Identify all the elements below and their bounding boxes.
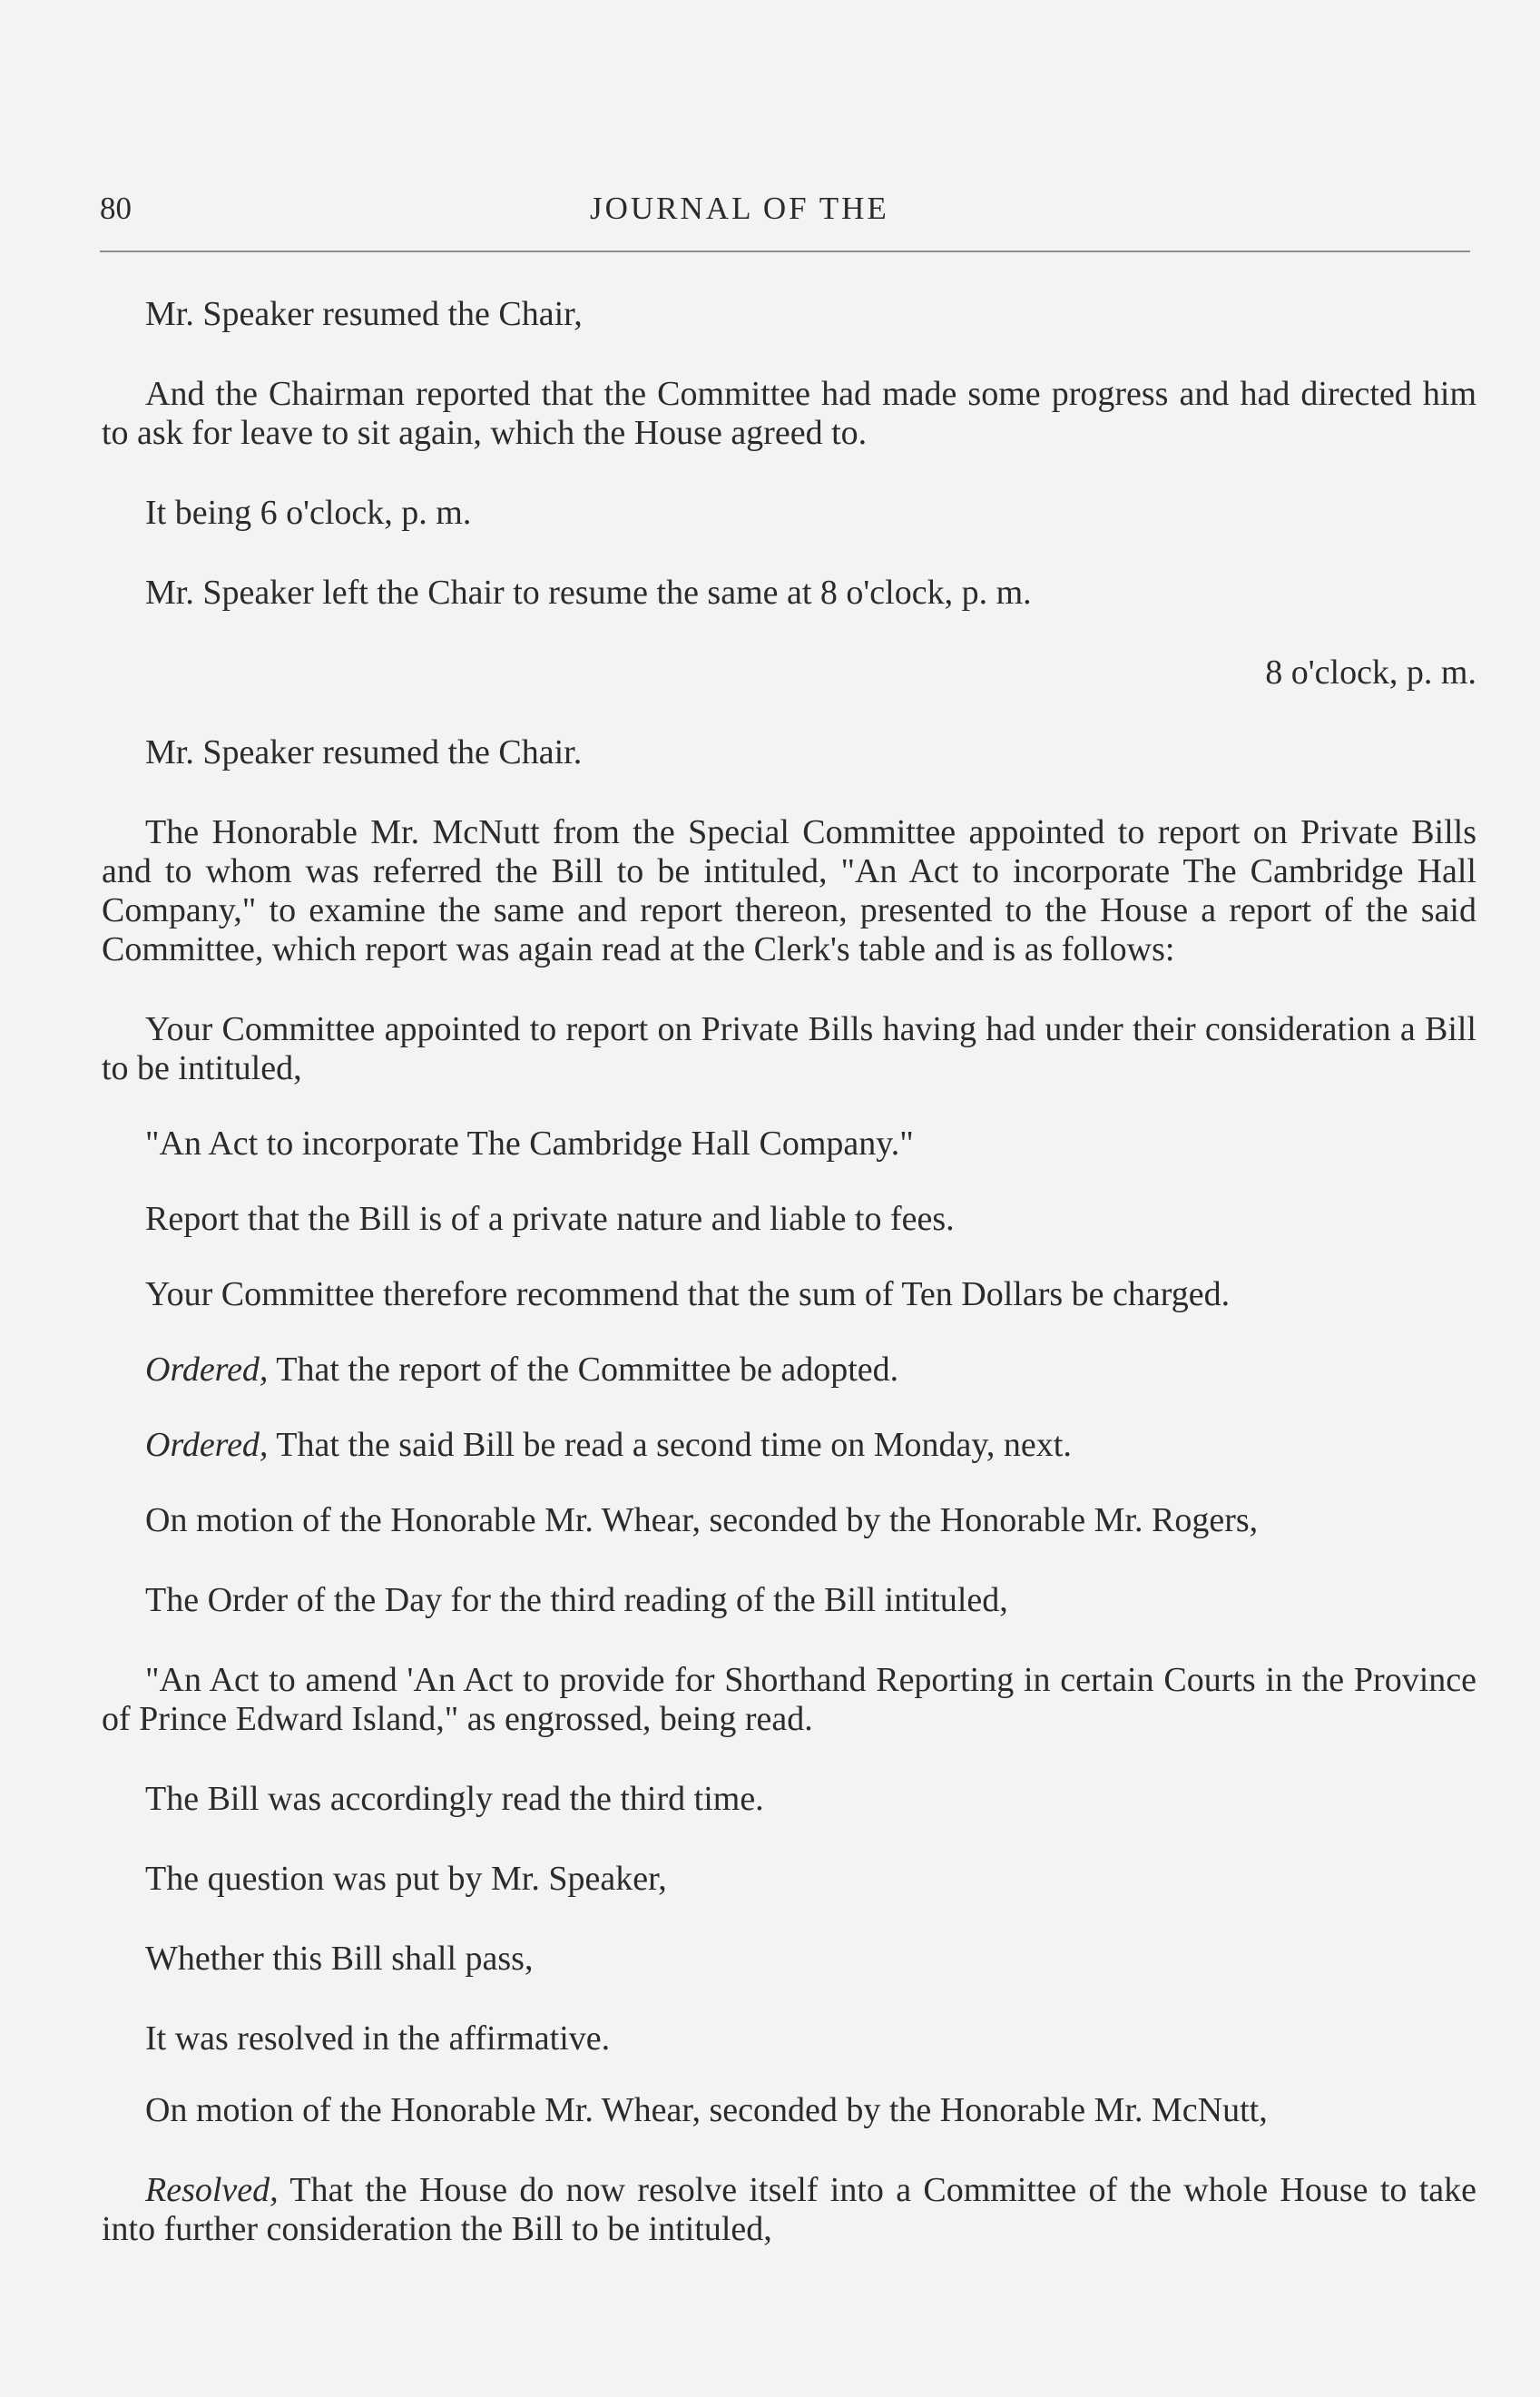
running-title: JOURNAL OF THE (590, 191, 889, 226)
resolved-text: That the House do now resolve itself into a Committee of the whole House to take into further consideration the Bill to be intituled, (102, 2171, 1476, 2248)
paragraph-speaker-resumed: Mr. Speaker resumed the Chair, (145, 295, 583, 333)
paragraph-order-of-day: The Order of the Day for the third reading of the Bill intituled, (145, 1581, 1008, 1619)
paragraph-speaker-resumed-2: Mr. Speaker resumed the Chair. (145, 733, 583, 771)
resolved-label: Resolved, (145, 2171, 279, 2209)
page-number: 80 (100, 191, 132, 226)
paragraph-motion-whear-mcnutt: On motion of the Honorable Mr. Whear, seconded by the Honorable Mr. McNutt, (145, 2091, 1268, 2129)
paragraph-fees-charged: Your Committee therefore recommend that the sum of Ten Dollars be charged. (145, 1275, 1231, 1313)
paragraph-bill-title: "An Act to incorporate The Cambridge Hall Company." (145, 1125, 914, 1163)
ordered-second-reading-text: That the said Bill be read a second time on Monday, next. (268, 1426, 1072, 1464)
ordered-label: Ordered, (145, 1351, 269, 1389)
page-header (100, 191, 1470, 245)
paragraph-six-oclock: It being 6 o'clock, p. m. (145, 494, 472, 532)
paragraph-whether-pass: Whether this Bill shall pass, (145, 1940, 534, 1978)
journal-body (102, 295, 1476, 2249)
paragraph-private-nature: Report that the Bill is of a private nature and liable to fees. (145, 1200, 955, 1238)
ordered-label: Ordered, (145, 1426, 269, 1464)
ordered-adopted-text: That the report of the Committee be adopted. (268, 1351, 899, 1389)
time-heading: 8 o'clock, p. m. (1265, 653, 1476, 692)
paragraph-ordered-second-reading (102, 1426, 1476, 1465)
paragraph-resolved-committee (102, 2171, 1476, 2249)
paragraph-motion-whear-rogers: On motion of the Honorable Mr. Whear, seconded by the Honorable Mr. Rogers, (145, 1501, 1259, 1539)
paragraph-question-put: The question was put by Mr. Speaker, (145, 1860, 667, 1898)
paragraph-speaker-left: Mr. Speaker left the Chair to resume the same at 8 o'clock, p. m. (145, 574, 1032, 612)
paragraph-affirmative: It was resolved in the affirmative. (145, 2019, 611, 2058)
paragraph-ordered-adopted (102, 1351, 1476, 1390)
paragraph-shorthand-act: "An Act to amend 'An Act to provide for Shorthand Reporting in certain Courts in the Province of Prince Edward Island," as engrossed, being read. (102, 1661, 1476, 1738)
paragraph-mcnutt-report: The Honorable Mr. McNutt from the Special Committee appointed to report on Private Bills and to whom was referred the Bill to be intituled, "An Act to incorporate The Cambridge Hall Company," to examine the same and report thereon, presented to the House a report of the said Committee, which report was again read at the Clerk's table and is as follows: (102, 813, 1476, 968)
paragraph-third-reading: The Bill was accordingly read the third time. (145, 1780, 764, 1818)
paragraph-committee-consideration: Your Committee appointed to report on Private Bills having had under their consideration a Bill to be intituled, (102, 1010, 1476, 1087)
paragraph-chairman-reported: And the Chairman reported that the Committee had made some progress and had directed him to ask for leave to sit again, which the House agreed to. (102, 375, 1476, 452)
header-rule (100, 251, 1470, 252)
